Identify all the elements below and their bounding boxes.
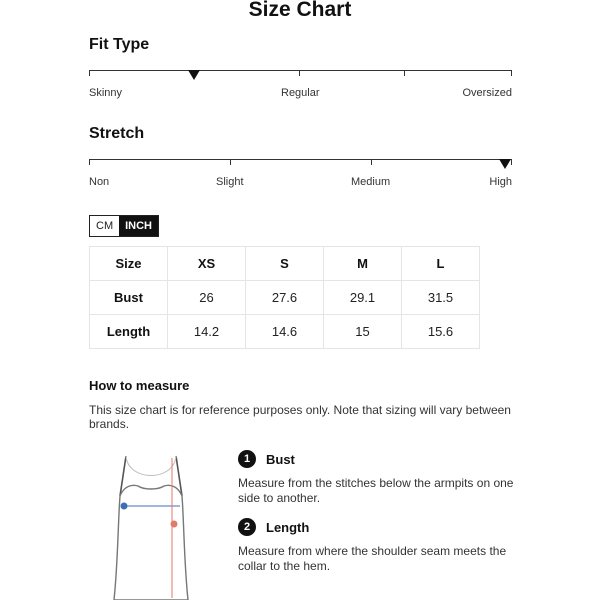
stretch-label-slight: Slight [216, 176, 244, 188]
table-header-cell: M [324, 247, 402, 281]
unit-cm-button[interactable]: CM [96, 220, 114, 232]
stretch-label-high: High [489, 176, 512, 188]
stretch-marker [499, 159, 511, 169]
unit-toggle [89, 215, 159, 237]
fit-type-title: Fit Type [89, 36, 150, 53]
stretch-label-medium: Medium [351, 176, 391, 188]
table-header-cell: L [402, 247, 480, 281]
table-header-cell: S [246, 247, 324, 281]
table-cell: 14.6 [246, 315, 324, 349]
fit-label-skinny: Skinny [89, 87, 123, 99]
measure-step-length [238, 518, 528, 574]
step-number-1-icon: 1 [238, 450, 256, 468]
fit-type-marker [188, 70, 200, 80]
table-row [90, 281, 480, 315]
fit-label-oversized: Oversized [462, 87, 512, 99]
table-cell: 26 [168, 281, 246, 315]
fit-label-regular: Regular [281, 87, 320, 99]
stretch-scale [89, 159, 512, 189]
step-description: Measure from where the shoulder seam meets the collar to the hem. [238, 544, 507, 573]
table-cell: 31.5 [402, 281, 480, 315]
row-label: Bust [90, 281, 168, 315]
table-cell: 27.6 [246, 281, 324, 315]
table-cell: 15.6 [402, 315, 480, 349]
step-description: Measure from the stitches below the armpits on one side to another. [238, 476, 514, 505]
how-to-measure-note: This size chart is for reference purposes only. Note that sizing will vary between brands. [89, 403, 511, 431]
table-header-cell: XS [168, 247, 246, 281]
page-title: Size Chart [248, 0, 352, 21]
step-title: Length [266, 519, 310, 535]
fit-type-scale [89, 70, 512, 100]
table-cell: 15 [324, 315, 402, 349]
table-header-cell: Size [90, 247, 168, 281]
bust-marker-icon [121, 503, 128, 510]
table-row [90, 315, 480, 349]
how-to-measure-title: How to measure [89, 378, 190, 393]
length-marker-icon [171, 521, 178, 528]
stretch-title: Stretch [89, 125, 145, 142]
stretch-label-non: Non [89, 176, 110, 188]
camisole-illustration [96, 452, 206, 600]
table-cell: 14.2 [168, 315, 246, 349]
measure-step-bust [238, 450, 528, 506]
table-cell: 29.1 [324, 281, 402, 315]
unit-inch-button[interactable]: INCH [119, 216, 158, 236]
step-number-2-icon: 2 [238, 518, 256, 536]
row-label: Length [90, 315, 168, 349]
size-table [89, 246, 480, 349]
step-title: Bust [266, 451, 295, 467]
table-header-row [90, 247, 480, 281]
